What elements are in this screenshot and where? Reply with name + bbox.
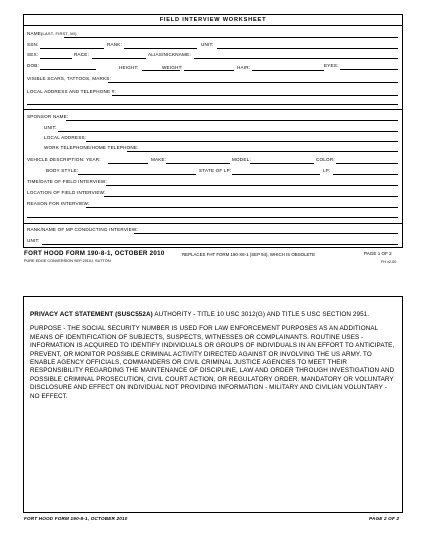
- name-hint: (LAST, FIRST, MI): [41, 31, 77, 36]
- time-date-field[interactable]: [106, 185, 398, 186]
- name-field[interactable]: [64, 37, 398, 38]
- title-divider: [24, 25, 402, 26]
- scars-label: VISIBLE SCARS, TATTOOS, MARKS:: [27, 76, 112, 81]
- mp-rank-name-label: RANK/NAME OF MP CONDUCTING INTERVIEW:: [27, 227, 138, 232]
- ssn-field[interactable]: [40, 48, 104, 49]
- alias-label: ALIAS/NICKNAME:: [148, 52, 191, 57]
- scars-field[interactable]: [108, 82, 398, 83]
- race-field[interactable]: [92, 58, 146, 59]
- work-telephone-field[interactable]: [127, 151, 398, 152]
- sponsor-unit-field[interactable]: [58, 131, 398, 132]
- weight-label: WEIGHT:: [162, 65, 183, 70]
- hair-label: HAIR:: [237, 65, 251, 70]
- sponsor-name-field[interactable]: [66, 120, 398, 121]
- unit-field[interactable]: [217, 48, 398, 49]
- eyes-field[interactable]: [340, 69, 398, 70]
- local-address-field[interactable]: [112, 95, 398, 96]
- purpose-text: PURPOSE - THE SOCIAL SECURITY NUMBER IS USED FOR LAW ENFORCEMENT PURPOSES AS AN ADDITIONAL MEANS OF IDENTIFICATION OF SUBJECTS, SUSPECTS, WITNESSES OR COMPLAINANTS. ROUTINE USES - INFORMATION IS ACQUIRED TO IDENTIFY INDIVIDUALS OR GROUPS OF INDIVIDUALS IN AN EFFORT TO ANTICIPATE, PREVENT, OR MONITOR POSSIBLE CRIMINAL ACTIVITY DIRECTED AGAINST OR INVOLVING THE US ARMY. TO ENABLE AGENCY OFFICIALS, COMMANDERS OR CIVIL CRIMINAL JUSTICE AGENCIES TO MEET THEIR RESPONSIBILITY REGARDING THE MAINTENANCE OF DISCIPLINE, LAW AND ORDER THROUGH INVESTIGATION AND POSSIBLE CRIMINAL PROSECUTION, CIVIL COURT ACTION, OR REGULATORY ORDER. MANDATORY OR VOLUNTARY DISCLOSURE AND EFFECT ON INDIVIDUAL NOT PROVIDING INFORMATION - MILITARY AND CIVILIAN VOLUNTARY - NO EFFECT.: [30, 325, 395, 400]
- mp-rank-name-field[interactable]: [134, 233, 398, 234]
- sex-field[interactable]: [40, 58, 72, 59]
- form-title: FIELD INTERVIEW WORKSHEET: [159, 17, 267, 23]
- eyes-label: EYES:: [324, 63, 339, 68]
- dob-label: DOB:: [27, 63, 40, 68]
- rank-field[interactable]: [124, 48, 197, 49]
- lp-field[interactable]: [333, 174, 398, 175]
- make-field[interactable]: [166, 163, 230, 164]
- page-number: PAGE 1 OF 2: [364, 251, 392, 256]
- sponsor-local-address-label: LOCAL ADDRESS:: [44, 135, 87, 140]
- location-field[interactable]: [104, 196, 398, 197]
- reason-field-2[interactable]: [27, 217, 398, 218]
- vehicle-year-label: VEHICLE DESCRIPTION: YEAR:: [27, 157, 101, 162]
- authority-text: AUTHORITY - TITLE 10 USC 3012(G) AND TITLE 5 USC SECTION 2951.: [152, 311, 370, 318]
- model-label: MODEL:: [232, 157, 251, 162]
- replaces-note: REPLACES FHT FORM 190-X8-1 (SEP 94), WHICH IS OBSOLETE: [182, 252, 316, 257]
- sponsor-name-label: SPONSOR NAME:: [27, 114, 69, 119]
- time-date-label: TIME/DATE OF FIELD INTERVIEW:: [27, 179, 107, 184]
- vehicle-year-field[interactable]: [108, 163, 148, 164]
- reason-label: REASON FOR INTERVIEW:: [27, 201, 90, 206]
- local-address-field-2[interactable]: [27, 104, 398, 105]
- lp-label: LP:: [323, 168, 331, 173]
- name-label: NAME:: [27, 31, 43, 36]
- make-label: MAKE:: [151, 157, 167, 162]
- race-label: RACE:: [74, 52, 90, 57]
- unit-label: UNIT:: [201, 42, 214, 47]
- sex-label: SEX:: [27, 52, 39, 57]
- version-note: FH v2.00: [381, 260, 397, 264]
- state-of-lp-label: STATE OF LP:: [199, 168, 232, 173]
- mp-unit-field[interactable]: [42, 244, 398, 245]
- page2-form-id: FORT HOOD FORM 190-8-1, OCTOBER 2010: [24, 516, 128, 521]
- state-of-lp-field[interactable]: [232, 174, 320, 175]
- dob-field[interactable]: [40, 69, 96, 70]
- sponsor-local-address-field[interactable]: [86, 141, 398, 142]
- privacy-heading: PRIVACY ACT STATEMENT (SUSC552A): [30, 311, 153, 318]
- body-style-field[interactable]: [78, 174, 196, 175]
- work-telephone-label: WORK TELEPHONE/HOME TELEPHONE:: [44, 145, 139, 150]
- reason-field[interactable]: [86, 207, 398, 208]
- hair-field[interactable]: [252, 70, 324, 71]
- color-field[interactable]: [336, 163, 398, 164]
- height-label: HEIGHT:: [119, 65, 139, 70]
- rank-label: RANK:: [107, 42, 123, 47]
- field-interview-worksheet: [23, 14, 403, 248]
- weight-field[interactable]: [184, 70, 234, 71]
- mp-unit-label: UNIT:: [27, 238, 40, 243]
- alias-field[interactable]: [194, 58, 398, 59]
- section-divider: [24, 109, 402, 110]
- form-id: FORT HOOD FORM 190-8-1, OCTOBER 2010: [24, 250, 165, 257]
- color-label: COLOR:: [316, 157, 335, 162]
- ssn-label: SSN:: [27, 42, 39, 47]
- page2-page-number: PAGE 2 OF 2: [369, 516, 400, 521]
- privacy-statement: [30, 311, 396, 407]
- body-style-label: BODY STYLE:: [46, 168, 79, 173]
- sponsor-unit-label: UNIT:: [44, 125, 57, 130]
- model-field[interactable]: [250, 163, 314, 164]
- privacy-act-box: [23, 296, 403, 513]
- section-divider-2: [24, 223, 402, 224]
- local-address-label: LOCAL ADDRESS AND TELEPHONE #:: [27, 89, 116, 94]
- location-label: LOCATION OF FIELD INTERVIEW:: [27, 190, 106, 195]
- conversion-note: PURE EDGE CONVERSION SEP 2010J. SUTTON: [24, 259, 111, 263]
